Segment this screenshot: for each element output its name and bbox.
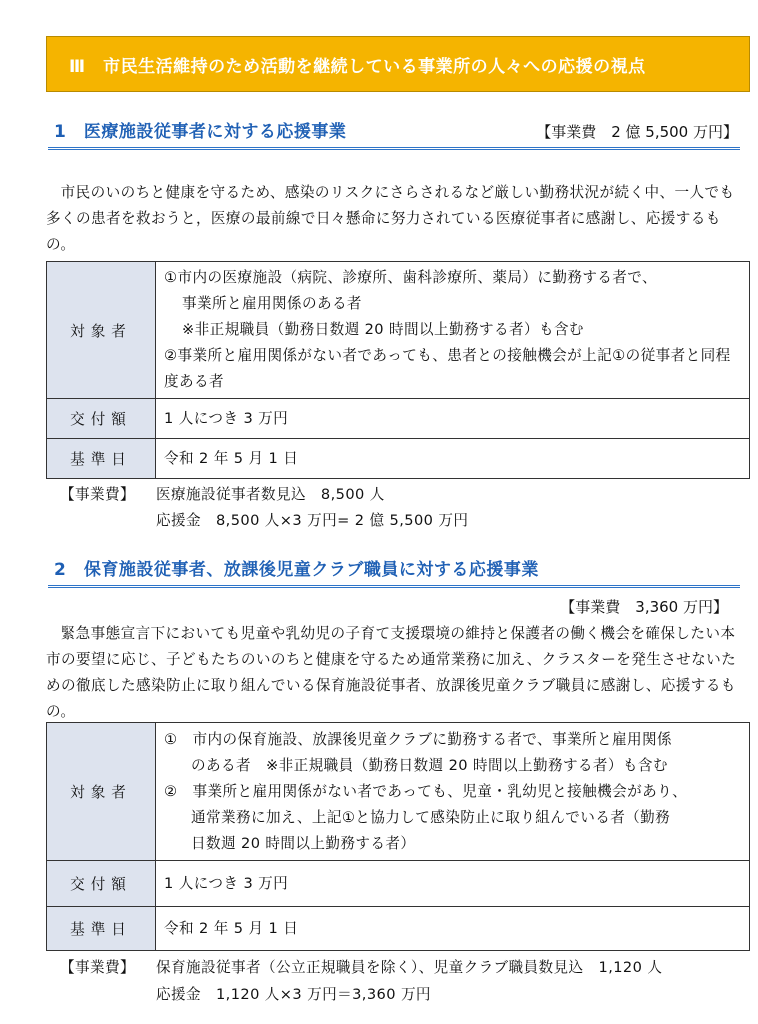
section-1-title: 1 医療施設従事者に対する応援事業 [54, 122, 347, 142]
target-value [156, 262, 750, 399]
section-1-note-2: 応援金 8,500 人×3 万円= 2 億 5,500 万円 [156, 512, 469, 529]
target-line: 事業所と雇用関係のある者 [182, 295, 362, 312]
section-1-header [48, 116, 740, 150]
target-line: ②事業所と雇用関係がない者であっても、患者との接触機会が上記①の従事者と同程度ある者 [164, 347, 731, 390]
date-row [47, 907, 750, 951]
target-line: 日数週 20 時間以上勤務する者） [191, 834, 416, 852]
target-label: 対象者 [47, 723, 156, 861]
date-label: 基準日 [47, 907, 156, 951]
amount-value: 1 人につき 3 万円 [156, 861, 750, 907]
section-2-note-label: 【事業費】 [60, 959, 135, 976]
target-value [156, 723, 750, 861]
date-row [47, 439, 750, 479]
target-line: ①市内の医療施設（病院、診療所、歯科診療所、薬局）に勤務する者で、 [164, 269, 657, 286]
amount-value: 1 人につき 3 万円 [156, 399, 750, 439]
target-label: 対象者 [47, 262, 156, 399]
date-value: 令和 2 年 5 月 1 日 [156, 439, 750, 479]
section-1-note-label: 【事業費】 [60, 486, 135, 503]
section-2-cost: 【事業費 3,360 万円】 [560, 598, 728, 616]
amount-label: 交付額 [47, 399, 156, 439]
target-row [47, 723, 750, 861]
section-1-table [46, 261, 750, 479]
date-label: 基準日 [47, 439, 156, 479]
section-banner: Ⅲ 市民生活維持のため活動を継続している事業所の人々への応援の視点 [46, 36, 750, 92]
section-2-note-1: 保育施設従事者（公立正規職員を除く）、児童クラブ職員数見込 1,120 人 [156, 959, 663, 976]
target-line: ① 市内の保育施設、放課後児童クラブに勤務する者で、事業所と雇用関係 [164, 730, 672, 748]
target-line: ② 事業所と雇用関係がない者であっても、児童・乳幼児と接触機会があり、 [164, 782, 688, 800]
section-2-note-2: 応援金 1,120 人×3 万円＝3,360 万円 [156, 986, 431, 1003]
section-2-header [48, 554, 740, 588]
section-1-intro: 市民のいのちと健康を守るため、感染のリスクにさらされるなど厳しい勤務状況が続く中、一人でも多くの患者を救おうと，医療の最前線で日々懸命に努力されている医療従事者に感謝し、応援するもの。 [46, 184, 735, 253]
amount-row [47, 399, 750, 439]
section-1-cost: 【事業費 2 億 5,500 万円】 [536, 123, 738, 141]
target-line: ※非正規職員（勤務日数週 20 時間以上勤務する者）も含む [182, 321, 584, 338]
amount-label: 交付額 [47, 861, 156, 907]
target-line: 通常業務に加え、上記①と協力して感染防止に取り組んでいる者（勤務 [191, 808, 671, 826]
section-2-intro: 緊急事態宣言下においても児童や乳幼児の子育て支援環境の維持と保護者の働く機会を確保したい本市の要望に応じ、子どもたちのいのちと健康を守るため通常業務に加え、クラスターを発生させないための徹底した感染防止に取り組んでいる保育施設従事者、放課後児童クラブ職員に感謝し、応援するもの。 [46, 625, 737, 720]
section-2-table [46, 722, 750, 951]
section-2-title: 2 保育施設従事者、放課後児童クラブ職員に対する応援事業 [54, 560, 539, 580]
amount-row [47, 861, 750, 907]
target-line: のある者 ※非正規職員（勤務日数週 20 時間以上勤務する者）も含む [191, 756, 668, 774]
target-row [47, 262, 750, 399]
section-1-note-1: 医療施設従事者数見込 8,500 人 [156, 486, 385, 503]
date-value: 令和 2 年 5 月 1 日 [156, 907, 750, 951]
